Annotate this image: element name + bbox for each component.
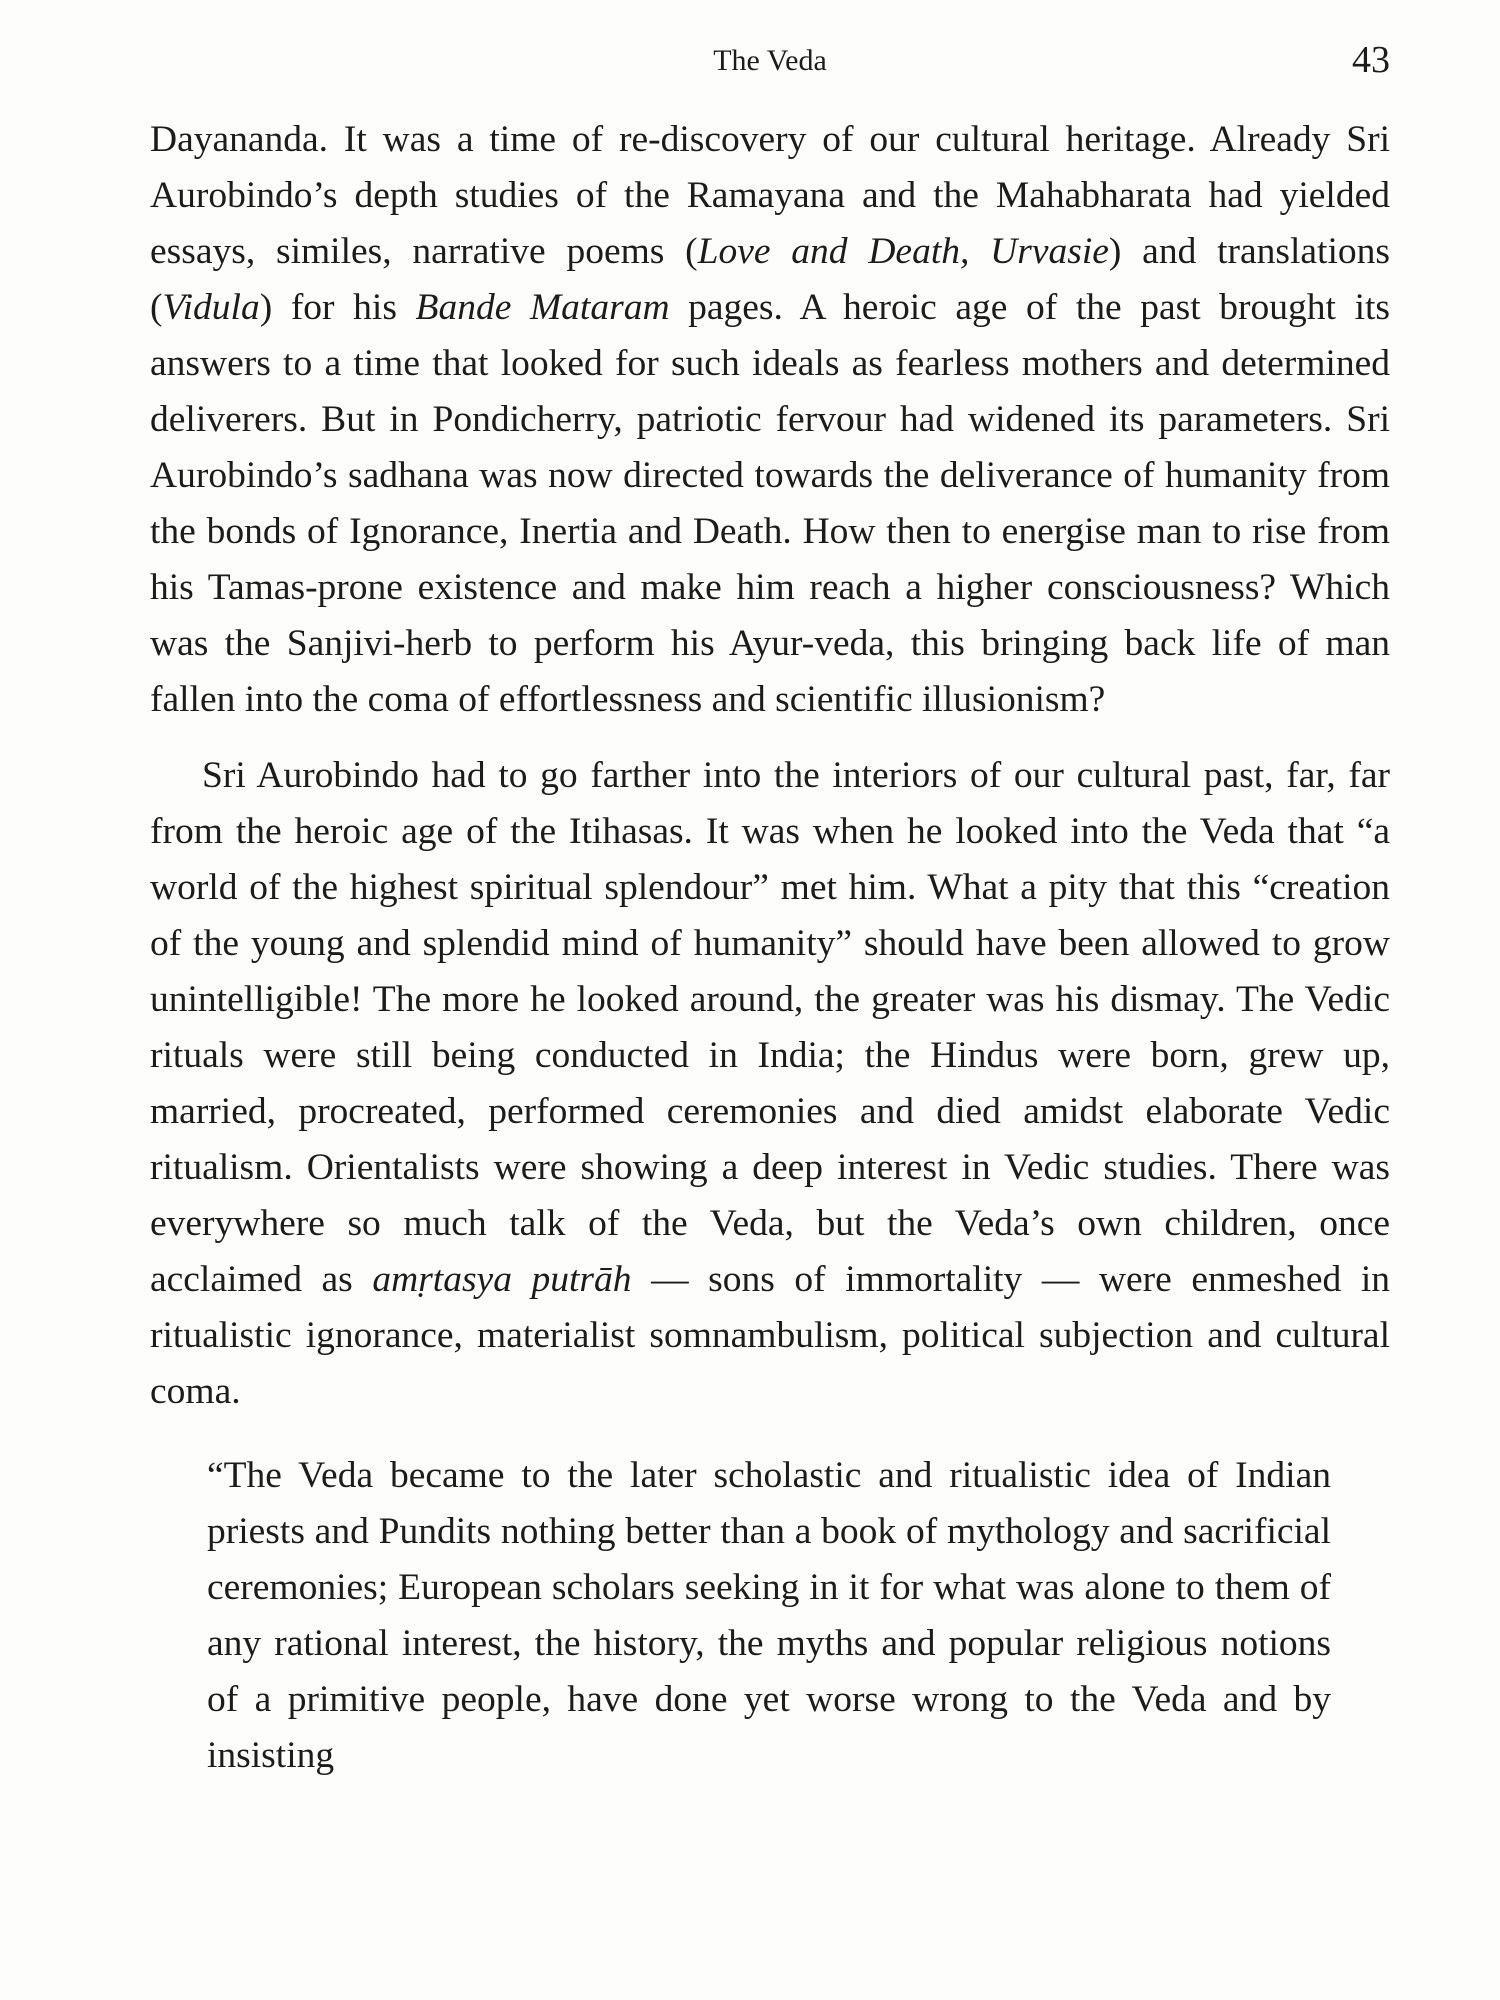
text-run: pages. A heroic age of the past brought its answers to a time that looked for such ideals as fearless mothers and determined deliverers. But in Pondicherry, patriotic fervour had widened its parameters. Sri Aurobindo’s sadhana was now directed towards the deliverance of humanity from the bonds of Ignorance, Inertia and Death. How then to energise man to rise from his Tamas-prone existence and make him reach a higher consciousness? Which was the Sanjivi-herb to perform his Ayur-veda, this bringing back life of man fallen into the coma of effortlessness and scientific illusionism? [150, 287, 1390, 720]
block-quotation: “The Veda became to the later scholastic and ritualistic idea of Indian priests and Pundits nothing better than a book of mythology and sacrificial ceremonies; European scholars seeking in it for what was alone to them of any rational interest, the history, the myths and popular religious notions of a primitive people, have done yet worse wrong to the Veda and by insisting [207, 1455, 1331, 1776]
text-run: Sri Aurobindo had to go farther into the interiors of our cultural past, far, far from the heroic age of the Itihasas. It was when he looked into the Veda that “a world of the highest spiritual splendour” met him. What a pity that this “creation of the young and splendid mind of humanity” should have been allowed to grow unintelligible! The more he looked around, the greater was his dismay. The Vedic rituals were still being conducted in India; the Hindus were born, grew up, married, procreated, performed ceremonies and died amidst elaborate Vedic ritualism. Orientalists were showing a deep interest in Vedic studies. There was everywhere so much talk of the Veda, but the Veda’s own children, once acclaimed as [150, 755, 1390, 1300]
running-title: The Veda [713, 44, 827, 77]
running-header [150, 36, 1390, 86]
page-number: 43 [1352, 39, 1390, 81]
text-run: ) for his [259, 287, 416, 328]
italic-title: Vidula [162, 287, 260, 328]
text-run: — sons of immortality — were enmeshed in ritualistic ignorance, materialist somnambulism, political subjection and cultural coma. [150, 1259, 1391, 1412]
italic-phrase: amṛtasya putrāh [372, 1259, 632, 1300]
body-text [150, 112, 1390, 1784]
paragraph-1 [150, 112, 1390, 728]
text-run: ) and translations ( [150, 231, 1390, 328]
paragraph-2 [150, 748, 1390, 1420]
italic-title: Love and Death, Urvasie [697, 231, 1109, 272]
italic-title: Bande Mataram [415, 287, 670, 328]
text-run: Dayananda. It was a time of re-discovery of our cultural heritage. Already Sri Aurobindo’s depth studies of the Ramayana and the Mahabharata had yielded essays, similes, narrative poems ( [150, 119, 1390, 272]
